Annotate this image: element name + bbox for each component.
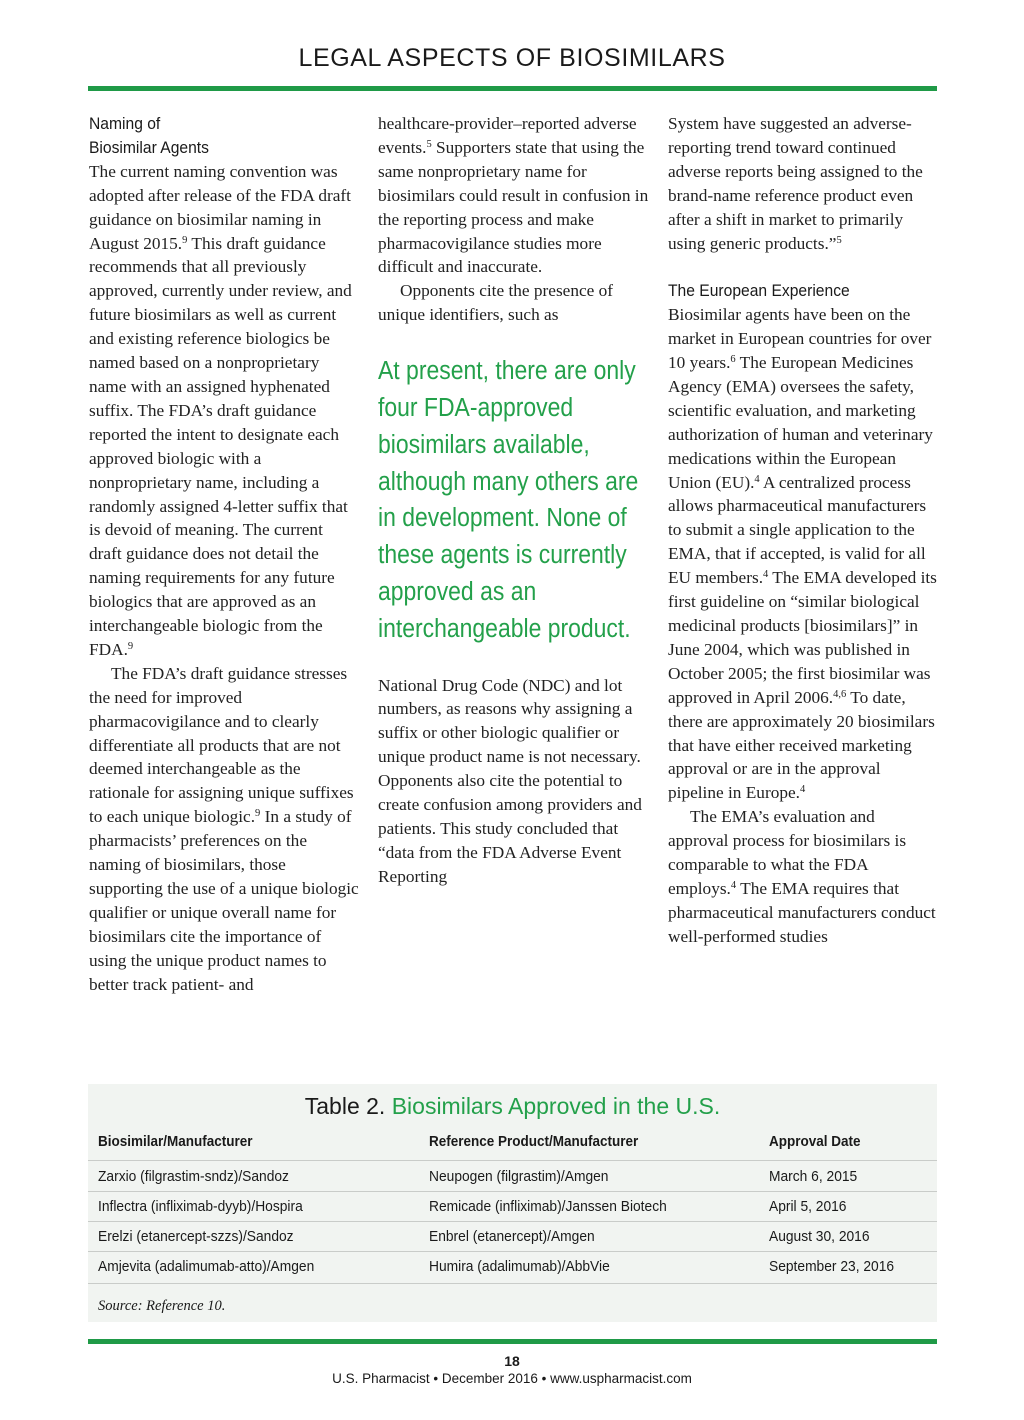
table-title: Table 2. Biosimilars Approved in the U.S. — [304, 1093, 721, 1119]
reference-superscript: 9 — [255, 808, 261, 820]
paragraph: National Drug Code (NDC) and lot numbers, as reasons why assigning a suffix or other biologic qualifier or unique product name is not necessary. Opponents also cite the potential to create confusion among providers and patients. This study concluded that “data from the FDA Adverse Event Reporting — [378, 675, 642, 886]
reference-superscript: 4 — [730, 879, 737, 891]
paragraph: The EMA’s evaluation and approval process for biosimilars is comparable to what the FDA employs.$^4$ The EMA requires that pharmaceutical manufacturers conduct well-performed studies — [668, 807, 936, 946]
reference-superscript: 9 — [182, 234, 188, 246]
table-cell: Erelzi (etanercept-szzs)/Sandoz — [98, 1228, 294, 1245]
column-3 — [668, 112, 938, 949]
table-source: Source: Reference 10. — [98, 1298, 226, 1314]
paragraph: The current naming convention was adopted after release of the FDA draft guidance on biosimilar naming in August 2015.$^9$ This draft guidance recommends that all previously approved, currently under review, and future biosimilars as well as current and existing reference biologics be named based on a nonproprietary name with an assigned hyphenated suffix. The FDA’s draft guidance reported the intent to designate each approved biologic with a nonproprietary name, including a randomly assigned 4-letter suffix that is devoid of meaning. The current draft guidance does not detail the naming requirements for any future biologics that are approved as an interchangeable biologic from the FDA.$^9$ — [89, 161, 352, 659]
reference-superscript: 6 — [730, 354, 736, 366]
section-heading-naming-line1: Naming of — [89, 114, 161, 133]
paragraph: Biosimilar agents have been on the market in European countries for over 10 years.$^6$ The European Medicines Agency (EMA) oversees the safety, scientific evaluation, and marketing authorization of human and veterinary medications within the European Union (EU).$^4$ A centralized process allows pharmaceutical manufacturers to submit a single application to the EMA, that if accepted, is valid for all EU members.$^4$ The EMA developed its first guideline on “similar biological medicinal products [biosimilars]” in June 2004, which was published in October 2005; the first biosimilar was approved in April 2006.$^{4,6}$ To date, there are approximately 20 biosimilars that have either received marketing approval or are in the approval pipeline in Europe.$^4$ — [668, 305, 937, 803]
reference-superscript: 4 — [799, 784, 806, 796]
table-2 — [88, 1084, 937, 1322]
footer-text: U.S. Pharmacist • December 2016 • www.uspharmacist.com — [332, 1371, 692, 1386]
page-number: 18 — [504, 1353, 520, 1369]
table-divider — [88, 1251, 937, 1252]
reference-superscript: 5 — [426, 138, 432, 150]
table-cell: Humira (adalimumab)/AbbVie — [429, 1258, 610, 1275]
bottom-rule — [88, 1339, 937, 1344]
table-divider — [88, 1191, 937, 1192]
table-header-approval-date: Approval Date — [769, 1133, 861, 1150]
reference-superscript: 9 — [127, 640, 134, 652]
section-heading-naming-line2: Biosimilar Agents — [89, 137, 209, 157]
section-heading-european: The European Experience — [668, 281, 850, 301]
table-cell: Enbrel (etanercept)/Amgen — [429, 1228, 595, 1245]
table-cell: March 6, 2015 — [769, 1168, 858, 1185]
table-cell: Inflectra (infliximab-dyyb)/Hospira — [98, 1198, 303, 1215]
reference-superscript: 4 — [754, 473, 760, 485]
reference-superscript: 4,6 — [833, 688, 847, 700]
paragraph: System have suggested an adverse-reporting trend toward continued adverse reports being assigned to the brand-name reference product even after a shift in market to primarily using generic products.”$^5$ — [668, 114, 923, 253]
pull-quote: At present, there are only four FDA-approved biosimilars available, although many others are in development. None of these agents is currently approved as an interchangeable product. — [378, 357, 639, 643]
top-rule — [88, 86, 937, 91]
table-cell: Neupogen (filgrastim)/Amgen — [429, 1168, 609, 1185]
reference-superscript: 5 — [836, 234, 842, 246]
table-cell: Zarxio (filgrastim-sndz)/Sandoz — [98, 1168, 289, 1185]
table-header-biosimilar: Biosimilar/Manufacturer — [98, 1133, 253, 1150]
table-cell: Amjevita (adalimumab-atto)/Amgen — [98, 1258, 315, 1275]
paragraph: The FDA’s draft guidance stresses the need for improved pharmacovigilance and to clearly differentiate all products that are not deemed interchangeable as the rationale for assigning unique suffixes to each unique biologic.$^9$ In a study of pharmacists’ preferences on the naming of biosimilars, those supporting the use of a unique biologic qualifier or unique overall name for biosimilars cite the importance of using the unique product names to better track patient- and — [89, 663, 359, 994]
running-header: LEGAL ASPECTS OF BIOSIMILARS — [298, 44, 726, 72]
table-cell: August 30, 2016 — [769, 1228, 870, 1245]
table-cell: Remicade (infliximab)/Janssen Biotech — [429, 1198, 667, 1215]
paragraph: Opponents cite the presence of unique identifiers, such as — [378, 281, 614, 325]
table-cell: September 23, 2016 — [769, 1258, 895, 1275]
column-1 — [89, 112, 359, 997]
reference-superscript: 4 — [763, 569, 769, 581]
table-divider — [88, 1283, 937, 1284]
table-header-reference: Reference Product/Manufacturer — [429, 1133, 639, 1150]
paragraph: healthcare-provider–reported adverse events.$^5$ Supporters state that using the same nonproprietary name for biosimilars could result in confusion in the reporting process and make pharmacovigilance studies more difficult and inaccurate. — [378, 114, 649, 277]
table-divider — [88, 1160, 937, 1161]
table-divider — [88, 1221, 937, 1222]
table-cell: April 5, 2016 — [769, 1198, 847, 1215]
column-2 — [378, 112, 650, 889]
